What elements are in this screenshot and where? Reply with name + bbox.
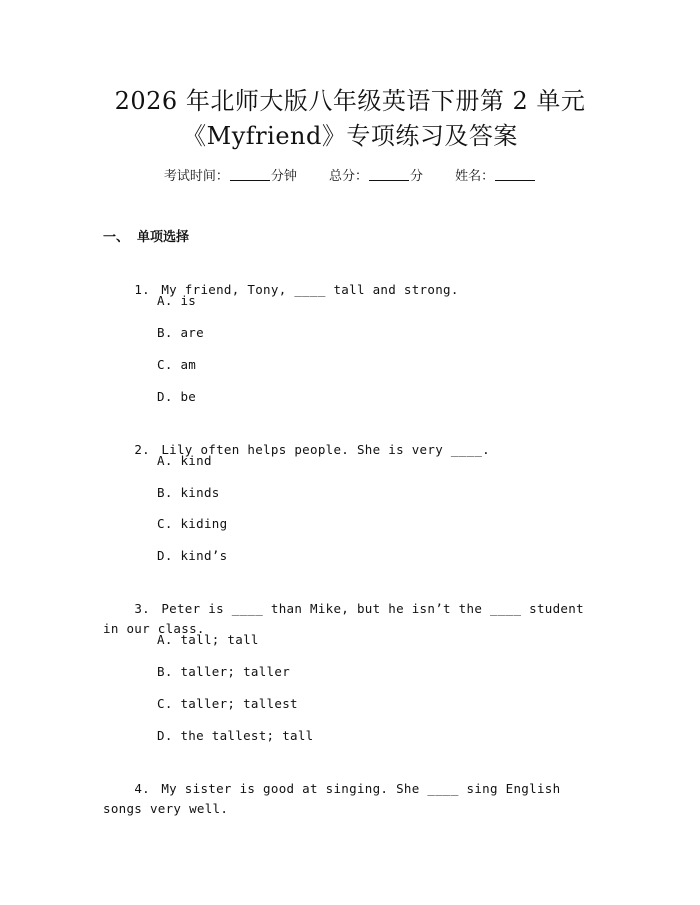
question-3-option-b: B. taller; taller bbox=[157, 664, 291, 679]
total-score-field bbox=[329, 170, 423, 183]
total-score-blank[interactable] bbox=[369, 180, 409, 181]
question-2-option-a: A. kind bbox=[157, 453, 212, 468]
question-3 bbox=[103, 579, 592, 659]
exam-info-row bbox=[0, 170, 700, 183]
student-name-blank[interactable] bbox=[495, 180, 535, 181]
exam-time-field bbox=[164, 170, 297, 183]
section-number: 一、 bbox=[103, 230, 130, 245]
question-1-option-a: A. is bbox=[157, 293, 197, 308]
question-3-option-c: C. taller; tallest bbox=[157, 696, 298, 711]
total-score-label: 总分： bbox=[328, 169, 368, 184]
question-3-option-d: D. the tallest; tall bbox=[157, 728, 314, 743]
document-title-line-2: 《Myfriend》专项练习及答案 bbox=[182, 122, 518, 150]
question-3-option-a: A. tall; tall bbox=[157, 632, 259, 647]
total-score-unit: 分 bbox=[410, 169, 424, 184]
question-text: My friend, Tony, ____ tall and strong. bbox=[161, 282, 459, 297]
question-2-option-d: D. kind’s bbox=[157, 548, 228, 563]
exam-time-label: 考试时间： bbox=[163, 169, 229, 184]
exam-time-blank[interactable] bbox=[230, 180, 270, 181]
question-2-option-c: C. kiding bbox=[157, 516, 228, 531]
question-1-option-c: C. am bbox=[157, 357, 197, 372]
question-text: My sister is good at singing. She ____ sing English songs very well. bbox=[103, 781, 569, 816]
question-number: 4. bbox=[134, 781, 150, 796]
student-name-field bbox=[455, 170, 536, 183]
question-2-option-b: B. kinds bbox=[157, 485, 220, 500]
section-heading bbox=[103, 231, 189, 244]
question-1 bbox=[103, 260, 588, 320]
question-number: 1. bbox=[134, 282, 150, 297]
question-4 bbox=[103, 759, 588, 839]
exam-time-unit: 分钟 bbox=[270, 169, 297, 184]
question-1-option-b: B. are bbox=[157, 325, 204, 340]
document-title-line-1: 2026 年北师大版八年级英语下册第 2 单元 bbox=[114, 87, 586, 115]
question-2 bbox=[103, 420, 588, 480]
question-text: Lily often helps people. She is very ____. bbox=[161, 442, 490, 457]
question-text: Peter is ____ than Mike, but he isn’t the ____ student in our class. bbox=[103, 601, 592, 636]
question-number: 3. bbox=[134, 601, 150, 616]
question-1-option-d: D. be bbox=[157, 389, 197, 404]
section-title: 单项选择 bbox=[137, 230, 190, 245]
question-number: 2. bbox=[134, 442, 150, 457]
student-name-label: 姓名： bbox=[455, 169, 495, 184]
